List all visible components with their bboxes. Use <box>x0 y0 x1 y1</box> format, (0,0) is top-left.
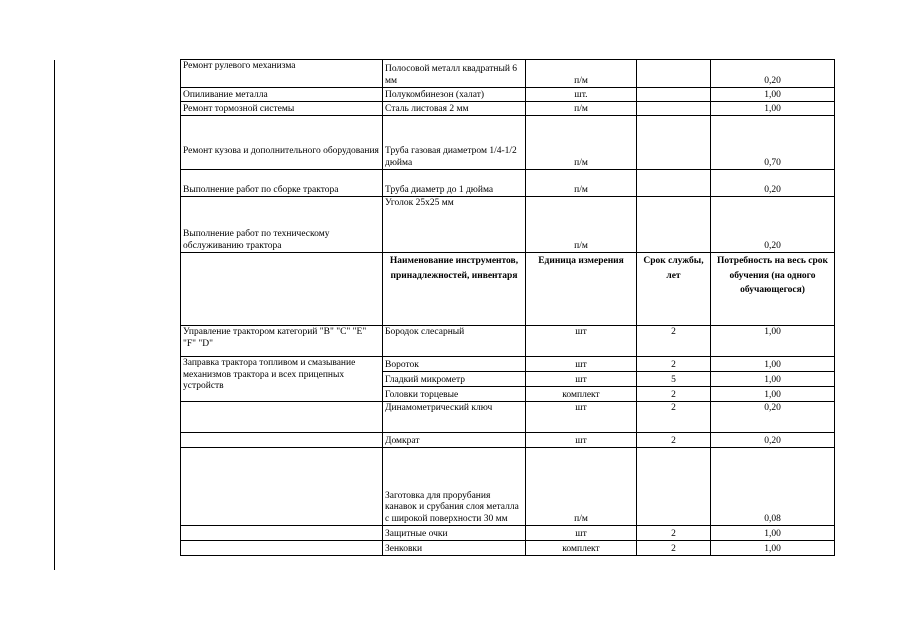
qty-cell: 1,00 <box>711 326 835 357</box>
item-cell: Труба диаметр до 1 дюйма <box>383 170 526 197</box>
life-cell: 2 <box>637 387 711 402</box>
unit-cell: шт <box>526 402 637 433</box>
life-cell: 2 <box>637 433 711 448</box>
item-cell: Труба газовая диаметром 1/4-1/2 дюйма <box>383 116 526 170</box>
unit-cell: комплект <box>526 541 637 556</box>
table-row <box>181 448 835 526</box>
table-row <box>181 170 835 197</box>
life-cell: 5 <box>637 372 711 387</box>
qty-cell: 0,20 <box>711 60 835 88</box>
unit-cell: шт. <box>526 88 637 102</box>
item-cell: Зенковки <box>383 541 526 556</box>
table-header-row <box>181 253 835 326</box>
item-cell: Динамометрический ключ <box>383 402 526 433</box>
qty-cell: 0,20 <box>711 402 835 433</box>
item-cell: Вороток <box>383 357 526 372</box>
table-row <box>181 116 835 170</box>
qty-cell: 0,70 <box>711 116 835 170</box>
qty-cell: 1,00 <box>711 102 835 116</box>
unit-cell: шт <box>526 326 637 357</box>
unit-cell: п/м <box>526 116 637 170</box>
unit-cell: шт <box>526 433 637 448</box>
life-cell <box>637 448 711 526</box>
table-row <box>181 357 835 372</box>
qty-cell: 1,00 <box>711 387 835 402</box>
life-cell <box>637 170 711 197</box>
work-cell: Ремонт кузова и дополнительного оборудования <box>181 116 383 170</box>
table-row <box>181 526 835 541</box>
materials-table <box>180 59 835 556</box>
table-row <box>181 541 835 556</box>
table-row <box>181 102 835 116</box>
work-cell: Ремонт рулевого механизма <box>181 60 383 88</box>
life-cell <box>637 60 711 88</box>
item-cell: Гладкий микрометр <box>383 372 526 387</box>
qty-cell: 1,00 <box>711 526 835 541</box>
unit-cell: п/м <box>526 60 637 88</box>
life-cell: 2 <box>637 541 711 556</box>
qty-cell: 0,20 <box>711 170 835 197</box>
work-cell <box>181 402 383 433</box>
work-cell <box>181 433 383 448</box>
life-cell <box>637 197 711 253</box>
header-empty-cell <box>181 253 383 326</box>
work-cell: Ремонт тормозной системы <box>181 102 383 116</box>
item-cell: Полукомбинезон (халат) <box>383 88 526 102</box>
work-cell <box>181 541 383 556</box>
unit-cell: п/м <box>526 102 637 116</box>
qty-cell: 1,00 <box>711 357 835 372</box>
qty-cell: 0,08 <box>711 448 835 526</box>
work-cell: Опиливание металла <box>181 88 383 102</box>
work-cell: Управление трактором категорий "В" "С" "Е" "F" "D" <box>181 326 383 357</box>
unit-cell: шт <box>526 357 637 372</box>
item-cell: Домкрат <box>383 433 526 448</box>
work-cell: Выполнение работ по сборке трактора <box>181 170 383 197</box>
header-service-life: Срок службы, лет <box>637 253 711 326</box>
life-cell: 2 <box>637 526 711 541</box>
life-cell <box>637 116 711 170</box>
life-cell: 2 <box>637 402 711 433</box>
page-margin-rule <box>54 60 55 570</box>
table-row <box>181 88 835 102</box>
item-cell: Уголок 25х25 мм <box>383 197 526 253</box>
unit-cell: шт <box>526 372 637 387</box>
unit-cell: комплект <box>526 387 637 402</box>
table-row <box>181 402 835 433</box>
unit-cell: шт <box>526 526 637 541</box>
qty-cell: 1,00 <box>711 88 835 102</box>
qty-cell: 0,20 <box>711 197 835 253</box>
item-cell: Полосовой металл квадратный 6 мм <box>383 60 526 88</box>
table-row <box>181 197 835 253</box>
header-item-name: Наименование инструментов, принадлежностей, инвентаря <box>383 253 526 326</box>
item-cell: Бородок слесарный <box>383 326 526 357</box>
work-cell: Выполнение работ по техническому обслуживанию трактора <box>181 197 383 253</box>
item-cell: Заготовка для прорубания канавок и срубания слоя металла с широкой поверхности 30 мм <box>383 448 526 526</box>
qty-cell: 0,20 <box>711 433 835 448</box>
work-cell <box>181 526 383 541</box>
table-row <box>181 60 835 88</box>
item-cell: Защитные очки <box>383 526 526 541</box>
life-cell: 2 <box>637 326 711 357</box>
item-cell: Головки торцевые <box>383 387 526 402</box>
life-cell <box>637 102 711 116</box>
header-need: Потребность на весь срок обучения (на одного обучающегося) <box>711 253 835 326</box>
qty-cell: 1,00 <box>711 541 835 556</box>
life-cell <box>637 88 711 102</box>
unit-cell: п/м <box>526 448 637 526</box>
table-row <box>181 326 835 357</box>
qty-cell: 1,00 <box>711 372 835 387</box>
life-cell: 2 <box>637 357 711 372</box>
work-cell <box>181 448 383 526</box>
unit-cell: п/м <box>526 170 637 197</box>
header-unit: Единица измерения <box>526 253 637 326</box>
work-cell: Заправка трактора топливом и смазывание механизмов трактора и всех прицепных устройств <box>181 357 383 402</box>
table-row <box>181 433 835 448</box>
unit-cell: п/м <box>526 197 637 253</box>
item-cell: Сталь листовая 2 мм <box>383 102 526 116</box>
